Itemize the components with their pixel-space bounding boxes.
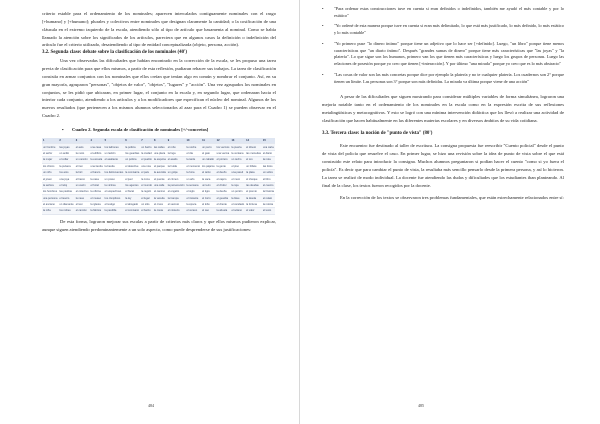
paragraph-classification-task: Una vez observadas las dificultades que habían encontrado en la corrección de la escala, se les propuso una tarea previa de clasificación para que ellos mismos, a partir de esta reflexión, pudiaran rehacer sus trabajos. La tarea de clasificación consistía en armar conjuntos con los nominales que ellos creían que tenían algo en común y nombrar el conjunto. Así, en su gran mayoría, agruparon "personas", "objetos de valor", "objetos", "lugares" y "acción". Una vez agrupados los nominales en conjuntos, se les pidió que ubicaran, en primer lugar, el conjunto en la escala y, en segundo lugar, que ordenaran hacia el interior cada conjunto, atendiendo a los artículos y a los modificadores que especifican el núcleo del nominal. Algunos de los nuevos resultados (que pertenecen a los mismos alumnos seleccionados al azar para el Cuadro 1) se pueden observar en el Cuadro 2. (42, 58, 276, 119)
table-cell: los pájaros (202, 164, 215, 168)
table-cell: la vereda (153, 195, 167, 201)
section-heading-3-3: 3.3. Tercera clase: la noción de "punto de vista" (80') (322, 131, 433, 137)
table-cell: 13 (230, 138, 245, 144)
table-cell: la nota (262, 157, 275, 163)
table-cell: un hombre (42, 144, 58, 150)
table-cell: la comisaría (125, 171, 140, 175)
table-cell: la iglesia (90, 201, 104, 207)
table-cell: el texto (262, 208, 275, 214)
table-cell: la trampa (167, 195, 186, 201)
table-cell: el tesoro (58, 195, 74, 201)
table-cell: los rubíes (58, 208, 74, 214)
table-cell: un niño (42, 169, 58, 175)
table-cell: el crimen (167, 176, 186, 182)
quote-bullet: • (322, 71, 324, 77)
table-cell: el ratón (201, 169, 216, 175)
table-cell: el sospechoso (104, 189, 125, 195)
table-cell: el piso (230, 163, 245, 169)
table-cell: la costa (153, 208, 167, 214)
table-cell: la ciudad (141, 151, 152, 155)
table-cell: 4 (90, 138, 104, 144)
table-cell: el tren (75, 163, 90, 169)
table-cell: el abogado (124, 201, 140, 207)
table-cell: la deuda (245, 195, 262, 201)
table-cell: el valor (245, 208, 262, 214)
table-cell: la víctima (104, 182, 125, 188)
quote-bullet: • (322, 6, 324, 11)
table-cell: una carta (262, 145, 274, 149)
table-cell: la dueña (216, 189, 231, 195)
table-cell: el pueblo (141, 158, 152, 162)
table-cell: un preso (104, 176, 125, 182)
table-cell: un anillo (58, 150, 74, 156)
table-cell: el testigo (104, 201, 125, 207)
table-cell: la casa (90, 176, 104, 182)
table-cell: la plata (245, 169, 262, 175)
table-cell: la persecución (167, 183, 185, 187)
table-cell: el zorro (201, 195, 216, 201)
table-cell: el momento (186, 164, 201, 168)
table-cell: la oficina (90, 189, 104, 195)
student-quote (322, 72, 564, 86)
table-cell: una tienda (90, 164, 103, 168)
table-cell: la reja (230, 182, 245, 188)
table-cell: el verano (186, 208, 202, 214)
table-cell: un diamante (59, 203, 74, 207)
table-cell: la época (186, 201, 202, 207)
table-cell: el libro (262, 176, 275, 182)
table-cell: el colectivo (75, 190, 89, 194)
table-cell: la nave (75, 195, 90, 201)
student-quote (322, 41, 564, 69)
table-cell: el cliente (216, 201, 231, 207)
table-cell: las joyas (58, 144, 74, 150)
table-cell: el lobo (201, 201, 216, 207)
quote-text: "Para ordenar estas construcciones tuve en cuenta si eran definidos o indefinidos, también me ayudó el más contable y por lo estático" (334, 6, 564, 18)
table-cell: 8 (153, 138, 167, 144)
table-cell: el collar (58, 157, 74, 163)
table-cell: un policía (124, 157, 140, 163)
paragraph-results: De esta forma, lograron mejorar sus escalas a partir de criterios más claros y que ellos mismos pudieron explicar, aunque siguen atendiendo predominantemente a un solo aspecto, como puede desprenderse de sus justificaciones: (42, 218, 276, 232)
table-cell: el señor (42, 150, 58, 156)
table-cell: la región (141, 190, 152, 194)
table-cell: una persona (43, 196, 58, 200)
table-cell: la moto (75, 150, 90, 156)
table-cell: las monedas (246, 151, 261, 155)
table-cell: el joven (42, 176, 58, 182)
table-cell: un golpe (167, 169, 186, 175)
table-cell: los delincuentes (104, 171, 124, 175)
table-cell: el secreto (167, 201, 186, 207)
paragraph-corrections: En la corrección de los textos se observaron tres problemas fundamentales, que están estrechamente relacionados entre sí: (340, 194, 564, 200)
table-cell: la tarde (186, 157, 202, 163)
table-cell: el auto (75, 144, 90, 150)
table-cell: los hombres (43, 190, 58, 194)
table-cell: el robo (167, 144, 186, 150)
table-cell: la noche (186, 144, 202, 150)
table-cell: 10 (186, 138, 202, 144)
paragraph-writing-workshop: Este encuentro fue destinado al taller de escritura. La consigna propuesta fue reescribir "Cuento policial" desde el punto de vista del policía que resuelve el caso. En primer lugar, se hizo una revisión sobre la idea de punto de vista sobre el que está construido este relato para introducir la consigna. Muchos alumnos preguntaron si podían hacer el cuento "como si yo fuera el policía". Es decir que para cambiar el punto de vista, la resultaba más sencillo pensarlo desde la primera persona, y así lo hicieron. La tarea se realizó de modo individual. La docente fue atendiendo las dudas y dificultades que los estudiantes iban planteando. Al final de la clase, los textos fueron recogidos por la docente. (322, 143, 564, 188)
table-cell: el edificio (90, 150, 104, 156)
table-cell: una casa (90, 144, 104, 150)
table-cell: un camión (75, 158, 88, 162)
table-cell: la escuela (90, 158, 103, 162)
table-cell: el candado (231, 203, 245, 207)
table-cell: una pared (230, 169, 245, 175)
paragraph-difficulties: A pesar de las dificultades que siguen mostrando para considerar múltiples variables de forma simultánea, lograron una mejoría notable tanto en el ordenamiento de los nominales en la escala como en la expresión escrita de sus reflexiones metalingüísticas y metacognitivas. Y esto se logró con una mínima intervención didáctica que los llevó a realizar una actividad de clasificación que hacen habitualmente en las diferentes materias escolares y en diversos ámbitos de su vida cotidiana. (322, 94, 564, 123)
table-cell: el país (140, 169, 153, 175)
table-cell: un año (186, 176, 202, 182)
table-cell: el cuento (262, 183, 274, 187)
table-cell: un techo (230, 157, 245, 163)
table-cell: la policía (124, 144, 140, 150)
table-cell: las calles (153, 144, 167, 150)
table-cell: el diario (262, 150, 275, 156)
paragraph-top: criterio estable para el ordenamiento de los nominales; aparecen intercalados contiguamente nominales con el rasgo [+humano] y [+humano]; plurales y colectivos entre nominales que designan claramente la cantidad; o la cosificación de una cláusula en el extremo izquierdo de la escala, atendiendo sólo al tipo de artículo que basamenta al nominal. Como se había llamado la atención sobre los significados de los artículos, pareciera que en algunos casos la definición o indefinición del artículo fue el criterio utilizado, desatendiendo al tipo de entidad conceptualizada (objeto, persona, acción). (42, 11, 276, 48)
table-cell: el oso (201, 208, 216, 214)
table-cell: la pulsera (58, 163, 74, 169)
table-cell: una calle (153, 182, 167, 188)
table-cell: 15 (262, 138, 275, 144)
table-cell: 6 (124, 138, 140, 144)
table-cell: el engaño (167, 189, 186, 195)
table-cell: la llave (230, 195, 245, 201)
table-cell: el gato (201, 150, 216, 156)
table-cell: la abuela (216, 208, 231, 214)
table-cell: el asaltante (104, 157, 125, 163)
table-cell: los cómplices (104, 195, 125, 201)
table-cell: el reloj (58, 182, 74, 188)
table-cell: la mujer (42, 157, 58, 163)
table-cell: el oro (245, 157, 262, 163)
table-cell: los agentes (125, 183, 139, 187)
page-number-right: 485 (418, 403, 424, 408)
table-cell: la puerta (230, 144, 245, 150)
table-cell: la hora (186, 169, 202, 175)
table-cell: un león (201, 182, 216, 188)
table-cell: el instante (186, 195, 202, 201)
table-cell: 11 (201, 138, 216, 144)
table-cell: la fortuna (245, 201, 262, 207)
table-cell: el chofer (216, 182, 231, 188)
table-cell: 14 (245, 138, 262, 144)
table-cell: la vaca (201, 176, 216, 182)
table-cell: el parque (153, 164, 165, 168)
table-cell: 5 (104, 138, 125, 144)
table-cell: la ventana (231, 151, 244, 155)
table-cell: el dueño (216, 169, 231, 175)
table-cell: el juez (124, 176, 140, 182)
table-cell: la bici (75, 169, 90, 175)
table-cell: el fiscal (124, 189, 140, 195)
table-cell: el dinero (245, 144, 262, 150)
table-cell: las piedras (58, 189, 74, 195)
table-cell: el portero (216, 157, 231, 163)
table-cell: el camión (75, 208, 90, 214)
table-cell: un sitio (140, 201, 153, 207)
table-cell: 9 (167, 138, 186, 144)
table-cell: 2 (58, 138, 74, 144)
table-cell: una joya (58, 176, 74, 182)
table-cell: la esquina (153, 158, 166, 162)
table-cell: los chicos (42, 163, 58, 169)
classification-table (42, 138, 275, 215)
table-cell: los vecinos (216, 145, 230, 149)
table-cell: el puente (153, 176, 167, 182)
table-cell: la señora (42, 182, 58, 188)
table-cell: 7 (140, 138, 153, 144)
page-number-left: 484 (148, 403, 154, 408)
table-cell: una plaza (153, 151, 166, 155)
table-cell: 1 (42, 138, 58, 144)
table-cell: el camino (153, 190, 166, 194)
table-cell: el mundo (141, 183, 152, 187)
table-cell: el detective (125, 164, 139, 168)
table-cell: el cheque (245, 176, 262, 182)
table-cell: una ruta (140, 163, 153, 169)
table-cell: el tigre (201, 189, 216, 195)
table-cell: la noticia (262, 203, 274, 207)
table-cell: un portón (230, 189, 245, 195)
bullet-mark: • (62, 126, 64, 132)
table-cell: la huida (167, 163, 186, 169)
quote-text: "Yo ordené de esta manera porque tuve en cuenta si eran más delimitado, lo que está más justificado, lo más definido, lo más estático y lo más contable" (334, 23, 564, 36)
table-cell: el cruce (153, 201, 167, 207)
table-cell: el guardia (216, 195, 231, 201)
table-cell: un sobre (262, 171, 273, 175)
table-cell: el asalto (167, 157, 186, 163)
table-caption (62, 126, 276, 134)
table-cell: el comisario (125, 209, 140, 213)
table-cell: el cajero (216, 176, 231, 182)
table-cell: el siglo (186, 189, 202, 195)
table-cell: el muro (230, 176, 245, 182)
table-cell: el relato (262, 195, 275, 201)
table-cell: un ladrón (104, 150, 125, 156)
table-cell: un caballo (202, 158, 214, 162)
table-cell: un billete (245, 163, 262, 169)
table-cell: los guardias (125, 151, 140, 155)
table-cell: 3 (75, 138, 90, 144)
table-cell: el hotel (90, 182, 104, 188)
table-cell: el sótano (230, 208, 245, 214)
table-cell: la pandilla (104, 208, 125, 214)
table-caption-text: Cuadro 2. Segunda escala de clasificación de nominales [+/-concretos] (72, 126, 209, 132)
student-quote (322, 23, 564, 37)
table-cell: el museo (90, 195, 104, 201)
student-quotes-list (322, 6, 564, 86)
table-cell: el premio (245, 189, 262, 195)
table-cell: la fábrica (90, 208, 104, 214)
table-cell: la avenida (153, 171, 166, 175)
table-cell: la historia (262, 190, 274, 194)
table-cell: la zona (140, 176, 153, 182)
quote-text: "Yo primero puse "lo dinero íntimo" porque tiene un adjetivo que lo hace ser [+definido]. Luego, "un libro" porque tiene menos características que "un diario íntimo". Después "grandes sumas de dinero" porque tiene más características que "las joyas" y "la platería". Lo que sigue son los humanos, primero van los que tienen más características y luego los grupos de personas. Luego las relaciones de posesión porque yo creo que tienen [+interacción]. Y por último "una mirada" porque yo creo que es lo más abstracto" (334, 40, 564, 67)
quote-bullet: • (322, 40, 324, 46)
table-cell: los aros (58, 169, 74, 175)
table-cell: 12 (216, 138, 231, 144)
table-cell: un barrio (141, 145, 152, 149)
table-cell: la semana (186, 182, 202, 188)
table-cell: el día (186, 150, 202, 156)
table-cell: el barrio (140, 208, 153, 214)
table-cell: las deudas (245, 182, 262, 188)
table-cell: un perro (201, 144, 216, 150)
table-cell: la fuga (167, 150, 186, 156)
student-quote (322, 6, 564, 20)
section-heading-3-2: 3.2. Segunda clase: debate sobre la clasificación de los nominales (40') (42, 50, 187, 56)
table-cell: las fotos (262, 163, 275, 169)
table-cell: el banco (90, 169, 104, 175)
quote-text: "Las cosas de valor son las más concretas porque dice por ejemplo la platería y no te cualquier platería. Los cuadernos son 2° porque tienen un límite. Las personas son 3° porque son más definidas. La mirada va última porque viene de una acción" (334, 71, 564, 84)
table-cell: el misterio (167, 208, 186, 214)
table-row (42, 208, 275, 214)
table-cell: el taxi (75, 201, 90, 207)
table-cell: los ladrones (104, 144, 125, 150)
table-cell: una vecina (216, 151, 230, 155)
table-cell: el barco (75, 176, 90, 182)
table-cell: el anciano (42, 201, 58, 207)
table-cell: el lugar (140, 195, 153, 201)
quote-bullet: • (322, 23, 324, 29)
table-cell: la banda (104, 163, 125, 169)
table-cell: la gente (216, 163, 231, 169)
right-page (300, 0, 600, 424)
table-cell: la niña (42, 208, 58, 214)
table-cell: la ley (124, 195, 140, 201)
table-cell: un avión (75, 182, 90, 188)
